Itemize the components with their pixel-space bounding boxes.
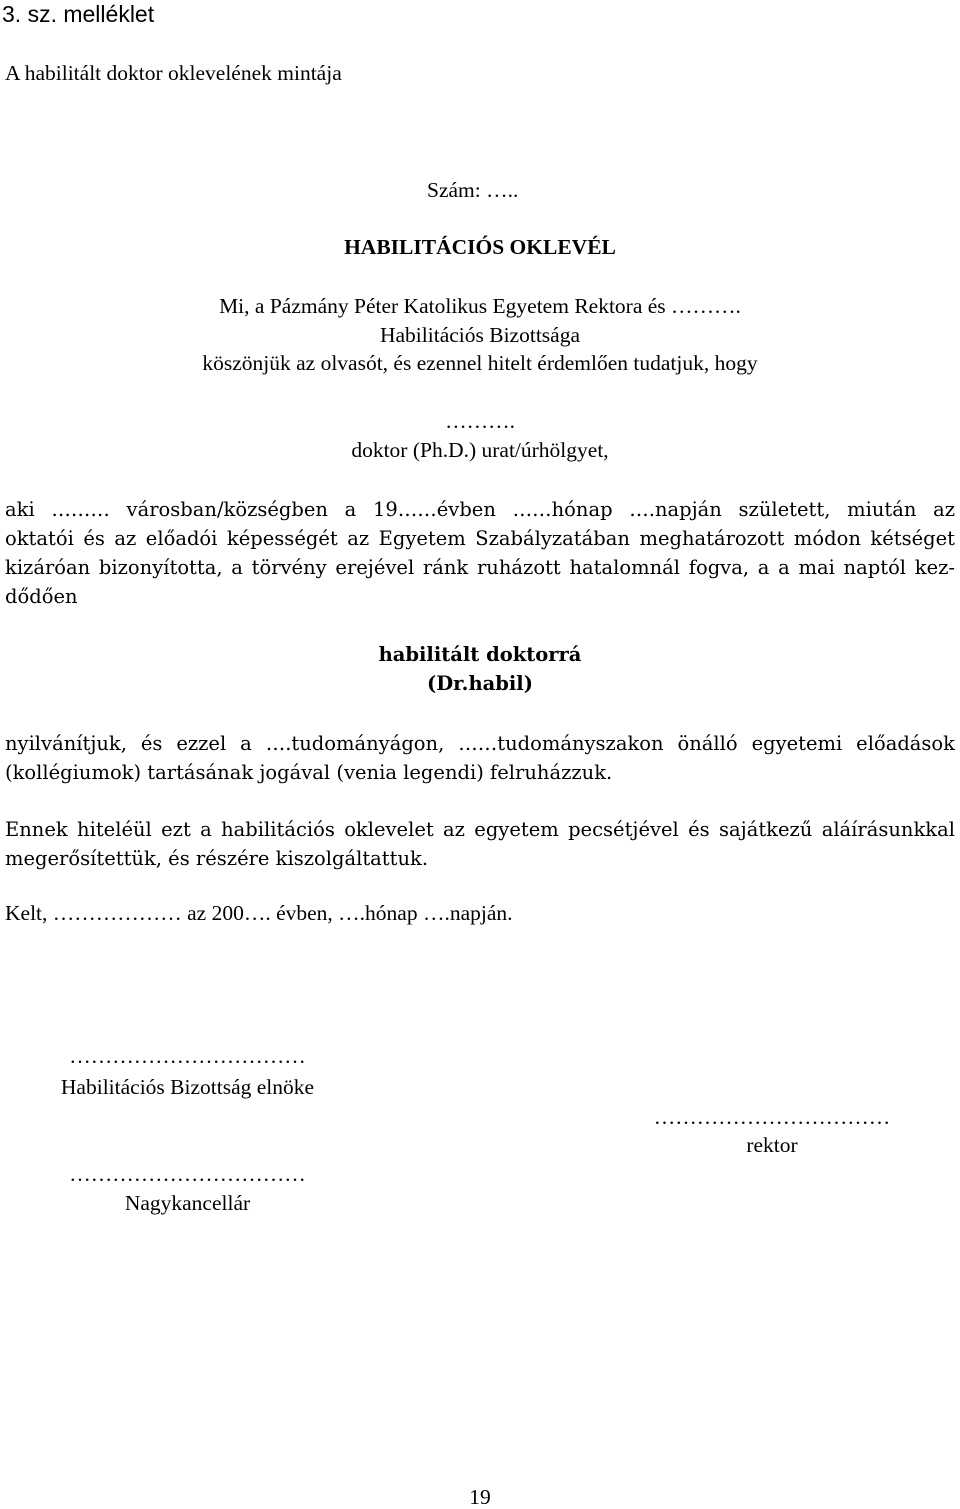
chancellor-signature-line: …………………………… <box>69 1162 306 1186</box>
document-title: HABILITÁCIÓS OKLEVÉL <box>344 235 616 259</box>
paragraph3-line-2: megerősítettük, és részére kiszolgáltattuk. <box>5 847 429 870</box>
header-line-2: Habilitációs Bizottsága <box>379 323 581 347</box>
paragraph-certification <box>5 815 955 873</box>
committee-chair-signature-line: …………………………… <box>69 1044 306 1068</box>
header-line-3: köszönjük az olvasót, és ezennel hitelt érdemlően tudatjuk, hogy <box>202 351 758 375</box>
paragraph2-line-1: nyilvánítjuk, és ezzel a ….tudományágon, ……tudományszakon önálló egyetemi előadások <box>5 732 955 755</box>
paragraph1-line-4: dődően <box>5 585 78 608</box>
paragraph-venia-legendi <box>5 729 955 787</box>
page-number: 19 <box>469 1485 491 1509</box>
name-placeholder: ………. <box>445 409 515 433</box>
paragraph-birth-and-qualification <box>5 495 955 611</box>
header-line-1: Mi, a Pázmány Péter Katolikus Egyetem Rektora és ………. <box>219 294 741 318</box>
declaration-title: habilitált doktorrá <box>378 643 582 666</box>
annex-label: 3. sz. melléklet <box>2 1 155 27</box>
chancellor-title: Nagykancellár <box>124 1191 251 1215</box>
paragraph1-line-3: kizáróan bizonyította, a törvény erejével ránk ruházott hatalomnál fogva, a a mai naptól kez- <box>5 556 955 579</box>
paragraph3-line-1: Ennek hiteléül ezt a habilitációs oklevelet az egyetem pecsétjével és sajátkezű aláírásunkkal <box>5 818 955 841</box>
paragraph1-line-2: oktatói és az előadói képességét az Egyetem Szabályzatában meghatározott módon kétséget <box>5 527 955 550</box>
paragraph2-line-2: (kollégiumok) tartásának jogával (venia legendi) felruházzuk. <box>5 761 613 784</box>
document-number-field: Szám: ….. <box>427 178 519 202</box>
rector-signature-line: …………………………… <box>653 1105 891 1129</box>
paragraph1-line-1: aki ……… városban/községben a 19……évben ……hónap ….napján született, miután az <box>5 498 955 521</box>
document-subtitle: A habilitált doktor oklevelének mintája <box>5 61 342 85</box>
committee-chair-title: Habilitációs Bizottság elnöke <box>60 1075 315 1099</box>
doctor-line: doktor (Ph.D.) urat/úrhölgyet, <box>351 438 609 462</box>
rector-title: rektor <box>746 1133 798 1157</box>
date-line: Kelt, ……………… az 200…. évben, ….hónap ….napján. <box>5 901 513 925</box>
declaration-abbreviation: (Dr.habil) <box>427 672 533 695</box>
